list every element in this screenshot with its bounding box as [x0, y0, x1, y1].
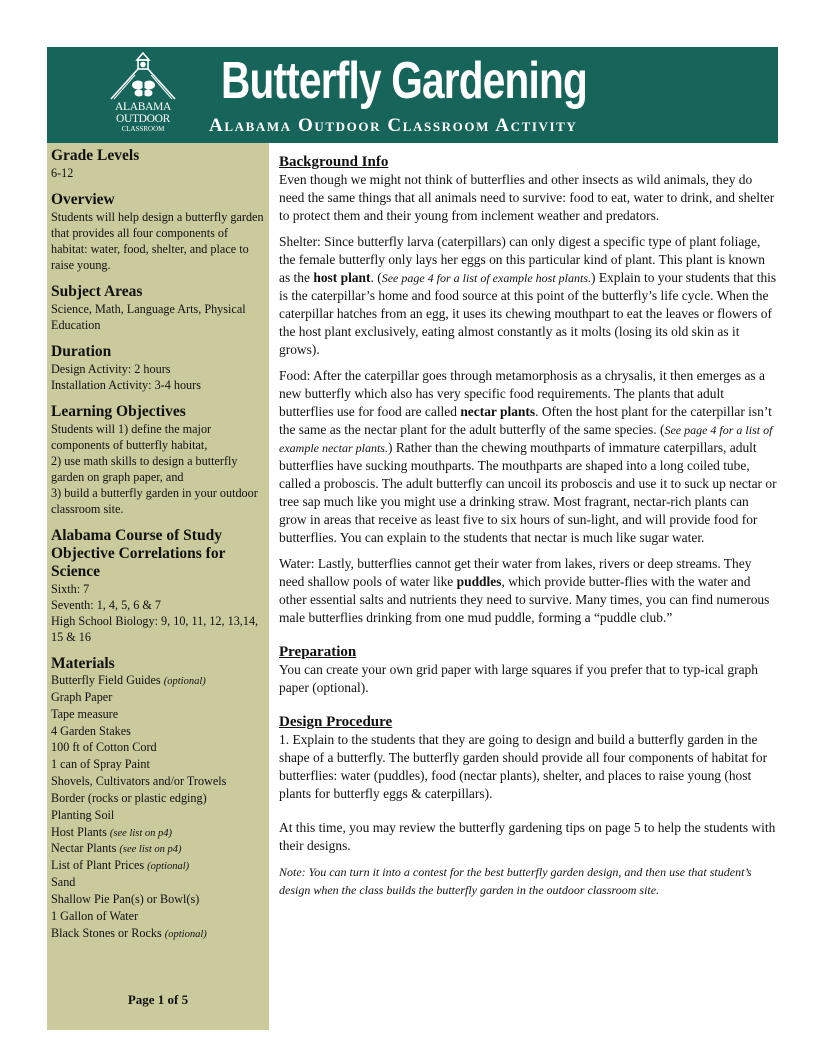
list-item: Black Stones or Rocks (optional) [51, 925, 207, 940]
overview-heading: Overview [51, 191, 115, 208]
duration-heading: Duration [51, 343, 112, 360]
learning-objectives-heading: Learning Objectives [51, 403, 186, 420]
grade-levels-section [51, 147, 265, 181]
subject-areas-section [51, 283, 265, 333]
materials-section [51, 655, 265, 943]
background-info-heading: Background Info [279, 154, 389, 170]
list-item: 100 ft of Cotton Cord [51, 740, 157, 755]
list-item: Nectar Plants (see list on p4) [51, 841, 182, 856]
grade-levels-heading: Grade Levels [51, 147, 140, 164]
design-procedure-heading: Design Procedure [279, 714, 393, 730]
course-seventh: Seventh: 1, 4, 5, 6 & 7 [51, 598, 162, 612]
page-subtitle: Alabama Outdoor Classroom Activity [209, 115, 578, 136]
learning-objective-1: Students will 1) define the major components of butterfly habitat, [51, 422, 212, 452]
shelter-paragraph: Shelter: Since butterfly larva (caterpillars) can only digest a specific type of plant foliage, the female butterfly only lays her eggs on this particular kind of plant. This plant is known as the host plant. (See page 4 for a list of example host plants.) Explain to your students that this is the caterpillar’s home and food source at this point of the butterfly’s life cycle. When the caterpillar hatches from an egg, it uses its chewing mouthpart to eat the leaves or flowers of the host plant exclusively, eating almost constantly as it molts (losing its old skin as it grows). [279, 234, 777, 357]
list-item: 4 Garden Stakes [51, 723, 131, 738]
page-number: Page 1 of 5 [127, 992, 189, 1007]
preparation-heading: Preparation [279, 644, 357, 660]
course-hs-biology: High School Biology: 9, 10, 11, 12, 13,14, 15 & 16 [51, 614, 259, 644]
preparation-text: You can create your own grid paper with large squares if you prefer that to typ-ical graph paper (optional). [279, 662, 758, 695]
food-paragraph: Food: After the caterpillar goes through metamorphosis as a chrysalis, it then emerges as a new butterfly which also has very specific food requirements. The plants that adult butterflies use for food are called nectar plants. Often the host plant for the caterpillar isn’t the same as the nectar plant for the adult butterfly of the same species. (See page 4 for a list of example nectar plants.) Rather than the chewing mouthparts of immature caterpillars, adult butterflies have sucking mouthparts. The mouthparts are shaped into a long coiled tube, called a proboscis. The adult butterfly can uncoil its proboscis and use it to suck up nectar or tree sap much like you might use a drinking straw. Most fragrant, nectar-rich plants can grow in areas that receive as least five to six hours of sun-light, and will provide food for butterflies. You can explain to the students that nectar is much like sugar water. [279, 368, 777, 545]
page-title: Butterfly Gardening [221, 52, 588, 110]
design-review-text: At this time, you may review the butterfly gardening tips on page 5 to help the students with their designs. [279, 820, 776, 853]
list-item: Tape measure [51, 706, 119, 721]
sidebar [47, 143, 269, 1030]
water-paragraph: Water: Lastly, butterflies cannot get their water from lakes, rivers or deep streams. They need shallow pools of water like puddles, which provide butter-flies with the water and other essential salts and nutrients they need to survive. Many times, you can find numerous male butterflies drinking from one mud puddle, forming a “puddle club.” [279, 556, 770, 625]
subject-areas-text: Science, Math, Language Arts, Physical Education [51, 302, 246, 332]
list-item: Border (rocks or plastic edging) [51, 790, 207, 805]
grade-levels-value: 6-12 [51, 166, 74, 180]
list-item: Shallow Pie Pan(s) or Bowl(s) [51, 891, 200, 906]
overview-text: Students will help design a butterfly garden that provides all four components of habitat: water, food, shelter, and place to raise young. [51, 210, 264, 272]
logo-line-alabama: ALABAMA [114, 101, 172, 113]
main-content [279, 153, 779, 899]
background-intro: Even though we might not think of butterflies and other insects as wild animals, they do need the same things that all animals need to survive: food to eat, water to drink, and shelter to protect them and their young from inclement weather and predators. [279, 172, 775, 223]
learning-objectives-section [51, 403, 265, 517]
duration-installation: Installation Activity: 3-4 hours [51, 378, 201, 392]
list-item: Butterfly Field Guides (optional) [51, 673, 206, 687]
course-of-study-section [51, 527, 265, 645]
design-step-1: 1. Explain to the students that they are going to design and build a butterfly garden in the shape of a butterfly. The butterfly garden should provide all four components of habitat for butterflies: water (puddles), food (nectar plants), shelter, and places to raise young (host plants for butterfly eggs & caterpillars). [279, 732, 768, 801]
list-item: Sand [51, 875, 76, 890]
header-banner [47, 47, 778, 143]
course-of-study-heading: Alabama Course of Study Objective Correlations for Science [51, 527, 226, 580]
alabama-outdoor-classroom-logo [103, 49, 183, 141]
materials-list [51, 673, 265, 943]
subject-areas-heading: Subject Areas [51, 283, 143, 300]
duration-design: Design Activity: 2 hours [51, 362, 171, 376]
materials-heading: Materials [51, 655, 115, 672]
list-item: Host Plants (see list on p4) [51, 824, 173, 839]
list-item: Planting Soil [51, 807, 115, 822]
learning-objective-2: 2) use math skills to design a butterfly garden on graph paper, and [51, 454, 238, 484]
course-sixth: Sixth: 7 [51, 582, 90, 596]
logo-line-classroom: CLASSROOM [121, 125, 165, 133]
duration-section [51, 343, 265, 393]
schoolhouse-butterfly-icon [103, 49, 183, 103]
list-item: 1 can of Spray Paint [51, 757, 150, 772]
design-note: Note: You can turn it into a contest for the best butterfly garden design, and then use that student’s design when the class builds the butterfly garden in the outdoor classroom site. [279, 865, 752, 897]
learning-objective-3: 3) build a butterfly garden in your outdoor classroom site. [51, 486, 258, 516]
logo-line-outdoor: OUTDOOR [115, 113, 171, 125]
list-item: 1 Gallon of Water [51, 908, 139, 923]
list-item: List of Plant Prices (optional) [51, 858, 190, 873]
list-item: Graph Paper [51, 689, 113, 704]
overview-section [51, 191, 265, 273]
list-item: Shovels, Cultivators and/or Trowels [51, 774, 227, 789]
